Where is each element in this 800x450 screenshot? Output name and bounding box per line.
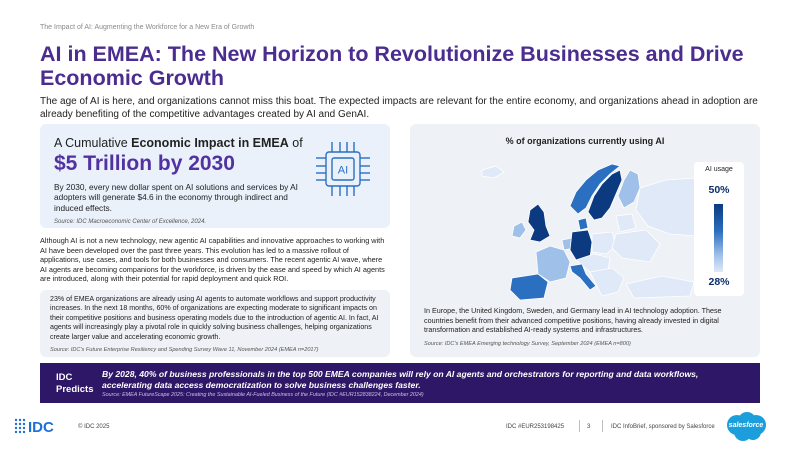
map-poland [592,232,616,254]
page-title: AI in EMEA: The New Horizon to Revolutionize Businesses and Drive Economic Growth [40,42,744,90]
legend-max: 50% [708,184,730,196]
map-iceland [482,166,504,178]
footer-doc-id: IDC #EUR253198425 [506,424,565,430]
ai-chip-label: AI [337,164,349,177]
ai-agents-card [40,290,390,357]
impact-lead: A Cumulative Economic Impact in EMEA of [54,136,303,150]
map-title: % of organizations currently using AI [505,136,665,146]
map-denmark [578,218,588,230]
banner-quote: By 2028, 40% of business professionals in the top 500 EMEA companies will rely on AI agents and orchestrators for reporting and data workflows, accelerating data access democratization to solve business challenges faster. [102,369,699,390]
map-belarus-ukraine [612,230,660,262]
map-turkey [626,276,694,298]
impact-source: Source: IDC Macroeconomic Center of Excellence, 2024. [54,219,207,225]
agents-source: Source: IDC's Future Enterprise Resiliency and Spending Survey Wave 11, November 2024 (EMEA n=2017) [50,347,319,353]
intro-paragraph: The age of AI is here, and organizations cannot miss this boat. The expected impacts are relevant for the entire economy, and organizations ahead in adoption are already benefiting of the competitive advantages created by AI and GenAI. [40,96,758,120]
banner-source: Source: EMEA FutureScape 2025: Creating the Sustainable AI-Fueled Business of the Future (IDC #EUR152838224, December 2024) [102,392,424,398]
map-russia-west [636,178,696,236]
economic-impact-card [40,124,390,228]
footer-separator [602,420,603,432]
idc-predicts-banner [40,363,760,403]
legend-gradient [714,204,723,272]
svg-text:IDC: IDC [28,419,54,436]
map-balkans [590,268,624,296]
footer-sponsor: IDC InfoBrief, sponsored by Salesforce [611,424,715,430]
ai-usage-map-card [410,124,760,357]
europe-map [450,158,698,300]
footer-separator [579,420,580,432]
map-uk [528,204,550,242]
impact-headline: $5 Trillion by 2030 [54,152,235,175]
map-body: In Europe, the United Kingdom, Sweden, and Germany lead in AI technology adoption. These countries benefit from their advanced competitive positions, having already invested in digital transformation and established AI-ready systems and infrastructures. [424,306,722,334]
ai-chip-icon [310,136,376,202]
map-iberia [510,274,548,300]
map-source: Source: IDC's EMEA Emerging technology Survey, September 2024 (EMEA n=800) [424,341,631,347]
map-ireland [512,222,526,238]
impact-body: By 2030, every new dollar spent on AI solutions and services by AI adopters will generate $4.6 in the economy through indirect and induced effects. [54,182,298,213]
salesforce-logo-text: salesforce [728,422,764,429]
map-legend [694,162,744,296]
agents-body: 23% of EMEA organizations are already using AI agents to automate workflows and support productivity increases. In the next 18 months, 60% of organizations are expecting moderate to significant impacts on their competitive positions and business operating models due to the introduction of agentic AI. In fact, AI agents will increasingly play a pivotal role in quickly solving business challenges, helping organizations create larger value and accelerating economic growth. [50,295,379,341]
body-paragraph: Although AI is not a new technology, new agentic AI capabilities and innovative approaches to working with AI have been developed over the past three years. This evolution has led to a massive rollout of applications, use cases, and tools for both businesses and consumers. The recent agentic AI wave, where AI agents are becoming companions for the workforce, is driven by the ease and speed by which AI agents are introduced, along with their potential for rapid deployment and quick ROI. [40,236,385,284]
map-baltics [616,214,636,232]
legend-title: AI usage [705,166,733,173]
legend-min: 28% [708,276,730,288]
footer-page-number: 3 [587,424,591,430]
banner-label: IDC Predicts [56,372,94,395]
page-kicker: The Impact of AI: Augmenting the Workforce for a New Era of Growth [40,24,255,31]
idc-logo [12,416,62,436]
footer-copyright: © IDC 2025 [78,424,110,430]
